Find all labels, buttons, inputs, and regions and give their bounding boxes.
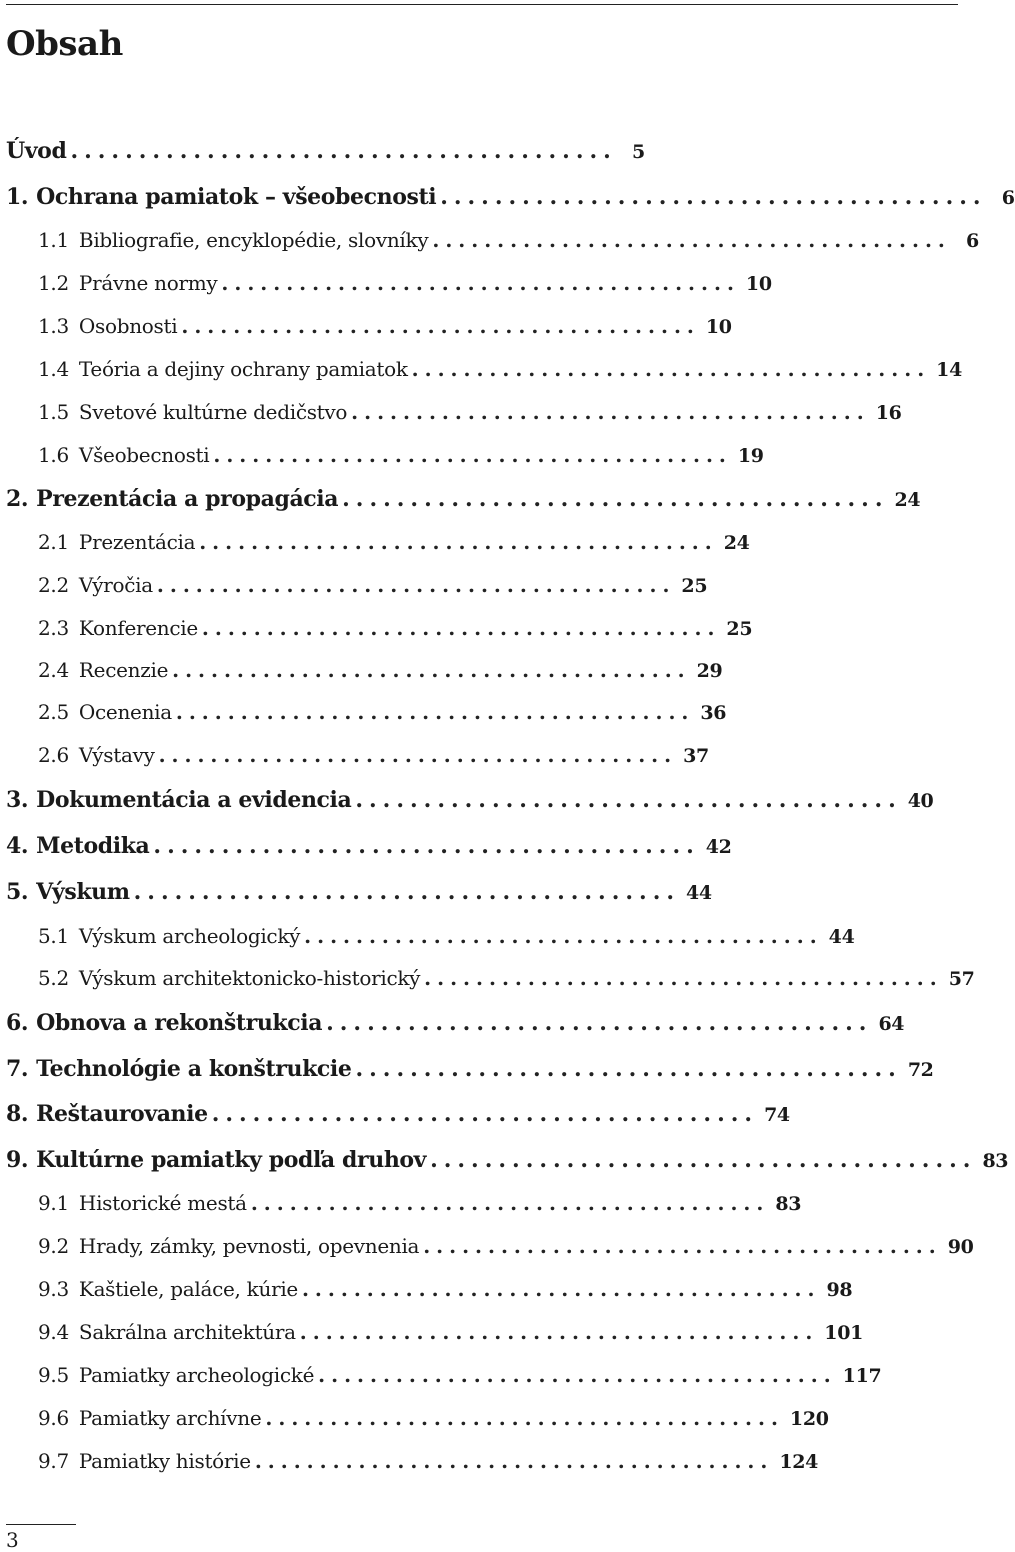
dot-leader: ........................................	[172, 658, 691, 682]
toc-entry-number: 2.1	[38, 530, 69, 554]
toc-entry-number: 6.	[6, 1010, 29, 1036]
toc-entry-number: 5.	[6, 879, 29, 905]
toc-entry-number: 9.6	[38, 1406, 69, 1430]
toc-entry-page: 24	[723, 532, 750, 554]
toc-entry-page: 101	[824, 1322, 864, 1344]
toc-entry-page: 19	[737, 445, 764, 467]
toc-entry-page: 74	[764, 1104, 790, 1126]
dot-leader: ........................................	[355, 787, 902, 813]
page-title: Obsah	[6, 24, 123, 64]
toc-entry-page: 72	[907, 1059, 934, 1081]
toc-entry-number: 9.4	[38, 1320, 69, 1344]
toc-entry-page: 44	[686, 882, 712, 904]
toc-entry-label: Prezentácia	[78, 530, 196, 554]
dot-leader: ........................................	[423, 1234, 942, 1258]
toc-entry[interactable]	[6, 658, 723, 698]
toc-entry-label: Obnova a rekonštrukcia	[36, 1010, 323, 1036]
toc-entry[interactable]	[6, 184, 1015, 224]
toc-entry-number: 2.	[6, 486, 29, 512]
toc-entry-label: Historické mestá	[78, 1191, 247, 1215]
toc-entry[interactable]	[6, 966, 975, 1006]
toc-entry[interactable]	[6, 1010, 905, 1050]
toc-entry-number: 5.1	[38, 924, 69, 948]
toc-entry-number: 1.5	[38, 400, 69, 424]
toc-entry-label: Dokumentácia a evidencia	[36, 787, 352, 813]
dot-leader: ........................................	[355, 1056, 902, 1082]
toc-entry-label: Osobnosti	[78, 314, 178, 338]
toc-entry-number: 9.	[6, 1147, 29, 1173]
toc-entry[interactable]	[6, 924, 855, 964]
toc-entry-page: 6	[1001, 187, 1015, 209]
toc-entry-page: 120	[789, 1408, 829, 1430]
toc-entry[interactable]	[6, 271, 772, 311]
dot-leader: ........................................	[133, 879, 681, 905]
toc-entry-label: Výskum architektonicko-historický	[78, 966, 421, 990]
toc-entry-page: 10	[705, 316, 732, 338]
toc-entry-number: 9.5	[38, 1363, 69, 1387]
dot-leader: ........................................	[213, 443, 732, 467]
toc-entry-number: 1.	[6, 184, 29, 210]
toc-entry-page: 24	[894, 489, 921, 511]
toc-entry-number: 9.7	[38, 1449, 69, 1473]
toc-entry[interactable]	[6, 573, 708, 613]
toc-entry-label: Technológie a konštrukcie	[36, 1056, 352, 1082]
dot-leader: ........................................	[440, 184, 987, 210]
toc-entry-label: Výstavy	[78, 743, 155, 767]
toc-entry-label: Ochrana pamiatok – všeobecnosti	[36, 184, 437, 210]
toc-entry-label: Úvod	[6, 138, 67, 164]
toc-entry-label: Recenzie	[78, 658, 169, 682]
toc-entry-page: 36	[700, 702, 727, 724]
toc-entry-number: 9.3	[38, 1277, 69, 1301]
dot-leader: ........................................	[181, 314, 700, 338]
toc-entry-label: Ocenenia	[78, 700, 172, 724]
toc-entry-label: Pamiatky histórie	[78, 1449, 251, 1473]
toc-entry[interactable]	[6, 138, 645, 178]
toc-entry-label: Výskum archeologický	[78, 924, 301, 948]
toc-entry[interactable]	[6, 1449, 819, 1489]
toc-entry-label: Metodika	[36, 833, 150, 859]
toc-entry[interactable]	[6, 486, 921, 526]
page-number: 3	[6, 1528, 19, 1552]
footer-rule	[6, 1524, 76, 1525]
dot-leader: ........................................	[250, 1191, 770, 1215]
toc-entry[interactable]	[6, 530, 750, 570]
dot-leader: ........................................	[221, 271, 740, 295]
toc-entry-number: 2.2	[38, 573, 69, 597]
top-rule	[6, 4, 958, 5]
toc-entry-label: Prezentácia a propagácia	[36, 486, 339, 512]
toc-entry-page: 83	[775, 1193, 802, 1215]
toc-entry[interactable]	[6, 1101, 790, 1141]
dot-leader: ........................................	[424, 966, 943, 990]
dot-leader: ........................................	[254, 1449, 774, 1473]
toc-entry-number: 1.3	[38, 314, 69, 338]
toc-entry-label: Teória a dejiny ochrany pamiatok	[78, 357, 408, 381]
toc-entry-number: 4.	[6, 833, 29, 859]
toc-entry-label: Konferencie	[78, 616, 198, 640]
toc-entry-number: 2.5	[38, 700, 69, 724]
toc-entry[interactable]	[6, 879, 712, 919]
toc-entry[interactable]	[6, 1147, 1009, 1187]
toc-entry[interactable]	[6, 357, 962, 397]
dot-leader: ........................................	[304, 924, 823, 948]
toc-entry[interactable]	[6, 1234, 974, 1274]
toc-entry-label: Reštaurovanie	[36, 1101, 208, 1127]
toc-entry-label: Bibliografie, encyklopédie, slovníky	[78, 228, 429, 252]
toc-entry-page: 83	[982, 1150, 1009, 1172]
dot-leader: ........................................	[299, 1320, 819, 1344]
dot-leader: ........................................	[201, 616, 721, 640]
toc-entry[interactable]	[6, 400, 902, 440]
dot-leader: ........................................	[301, 1277, 821, 1301]
toc-entry-label: Výskum	[36, 879, 130, 905]
toc-entry-number: 1.2	[38, 271, 69, 295]
dot-leader: ........................................	[158, 743, 678, 767]
toc-entry-page: 37	[683, 745, 709, 767]
toc-entry-page: 90	[947, 1236, 974, 1258]
dot-leader: ........................................	[211, 1101, 759, 1127]
toc-entry-label: Svetové kultúrne dedičstvo	[78, 400, 348, 424]
dot-leader: ........................................	[318, 1363, 837, 1387]
toc-entry[interactable]	[6, 1191, 802, 1231]
toc-entry-label: Výročia	[78, 573, 153, 597]
toc-entry[interactable]	[6, 700, 727, 740]
toc-entry-page: 124	[779, 1451, 819, 1473]
toc-entry[interactable]	[6, 1056, 934, 1096]
toc-entry-label: Hrady, zámky, pevnosti, opevnenia	[78, 1234, 420, 1258]
toc-entry-label: Všeobecnosti	[78, 443, 210, 467]
toc-entry-number: 1.1	[38, 228, 69, 252]
toc-entry-label: Pamiatky archívne	[78, 1406, 262, 1430]
toc-entry-number: 5.2	[38, 966, 69, 990]
toc-entry-page: 40	[907, 790, 934, 812]
toc-entry-page: 42	[705, 836, 732, 858]
toc-entry-number: 2.3	[38, 616, 69, 640]
toc-entry-page: 44	[828, 926, 855, 948]
dot-leader: ........................................	[411, 357, 931, 381]
toc-entry-number: 2.6	[38, 743, 69, 767]
toc-entry-number: 1.4	[38, 357, 69, 381]
toc-entry-label: Kaštiele, paláce, kúrie	[78, 1277, 298, 1301]
toc-entry-number: 9.2	[38, 1234, 69, 1258]
toc-entry[interactable]	[6, 787, 934, 827]
dot-leader: ........................................	[156, 573, 676, 597]
toc-entry-page: 98	[826, 1279, 853, 1301]
toc-entry[interactable]	[6, 1277, 853, 1317]
toc-entry[interactable]	[6, 228, 979, 268]
dot-leader: ........................................	[153, 833, 700, 859]
toc-entry-page: 117	[842, 1365, 882, 1387]
toc-entry-page: 10	[745, 273, 772, 295]
toc-entry-number: 7.	[6, 1056, 29, 1082]
toc-entry-label: Sakrálna architektúra	[78, 1320, 296, 1344]
toc-entry-page: 6	[965, 230, 979, 252]
dot-leader: ........................................	[326, 1010, 873, 1036]
dot-leader: ........................................	[430, 1147, 977, 1173]
toc-entry-number: 8.	[6, 1101, 29, 1127]
toc-entry[interactable]	[6, 443, 764, 483]
toc-entry-number: 1.6	[38, 443, 69, 467]
toc-entry-page: 29	[696, 660, 723, 682]
toc-entry-label: Právne normy	[78, 271, 218, 295]
toc-entry[interactable]	[6, 616, 753, 656]
toc-entry[interactable]	[6, 314, 732, 354]
toc-entry-label: Kultúrne pamiatky podľa druhov	[36, 1147, 427, 1173]
toc-entry-page: 57	[948, 968, 975, 990]
toc-entry-number: 3.	[6, 787, 29, 813]
toc-entry-page: 64	[878, 1013, 905, 1035]
toc-entry-number: 9.1	[38, 1191, 69, 1215]
toc-entry[interactable]	[6, 1320, 864, 1360]
toc-entry[interactable]	[6, 1363, 882, 1403]
toc-entry-page: 16	[875, 402, 902, 424]
dot-leader: ........................................	[70, 138, 617, 164]
toc-entry-label: Pamiatky archeologické	[78, 1363, 315, 1387]
toc-entry-page: 25	[681, 575, 708, 597]
toc-entry[interactable]	[6, 743, 709, 783]
dot-leader: ........................................	[342, 486, 889, 512]
toc-entry-page: 25	[726, 618, 753, 640]
dot-leader: ........................................	[351, 400, 870, 424]
dot-leader: ........................................	[265, 1406, 784, 1430]
toc-entry-page: 14	[936, 359, 962, 381]
dot-leader: ........................................	[432, 228, 951, 252]
toc-entry-number: 2.4	[38, 658, 69, 682]
toc-entry-page: 5	[631, 141, 645, 163]
toc-entry[interactable]	[6, 1406, 829, 1446]
toc-entry[interactable]	[6, 833, 732, 873]
dot-leader: ........................................	[199, 530, 718, 554]
dot-leader: ........................................	[175, 700, 695, 724]
